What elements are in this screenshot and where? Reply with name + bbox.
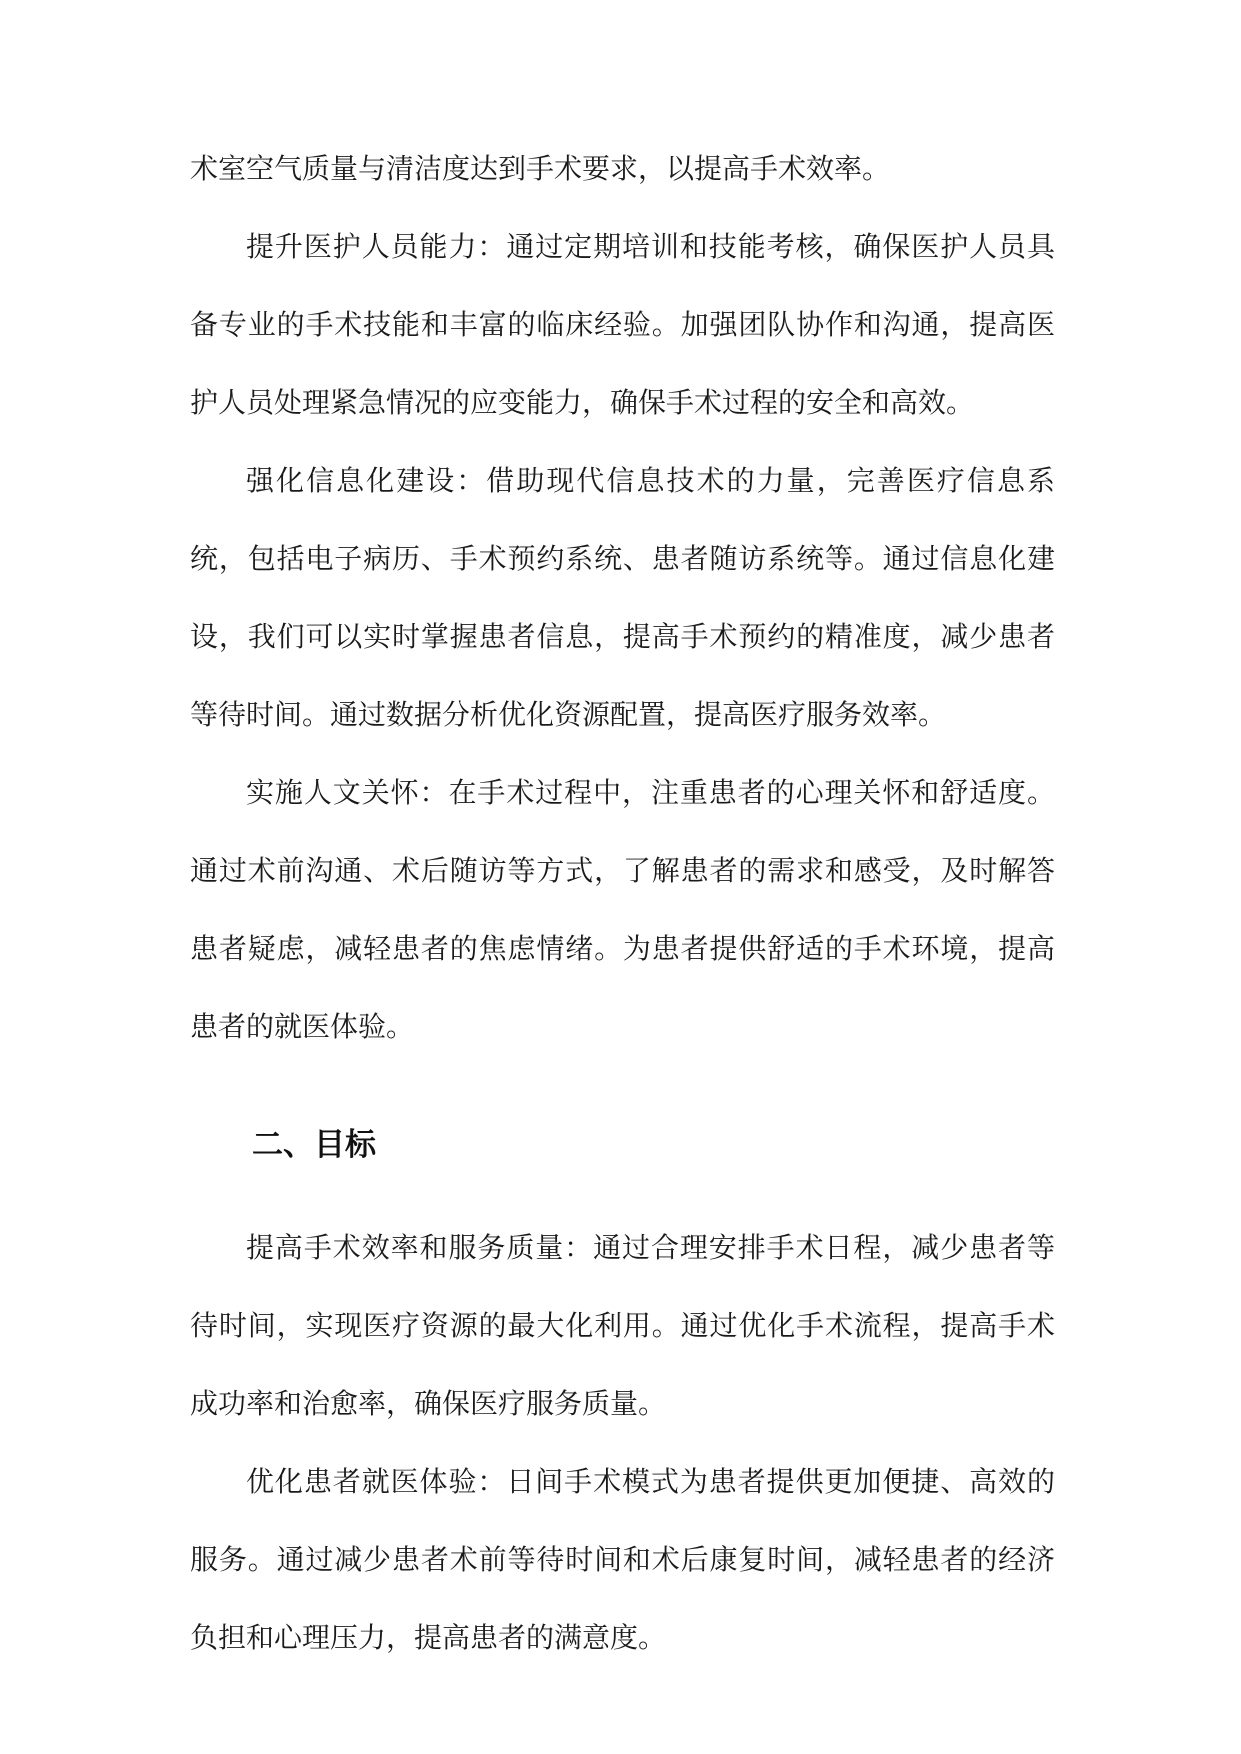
paragraph-efficiency-quality: 提高手术效率和服务质量：通过合理安排手术日程，减少患者等待时间，实现医疗资源的最大化利用。通过优化手术流程，提高手术成功率和治愈率，确保医疗服务质量。 (190, 1231, 1055, 1420)
paragraph-medical-staff: 提升医护人员能力：通过定期培训和技能考核，确保医护人员具备专业的手术技能和丰富的临床经验。加强团队协作和沟通，提高医护人员处理紧急情况的应变能力，确保手术过程的安全和高效。 (190, 230, 1055, 419)
paragraph-informatization: 强化信息化建设：借助现代信息技术的力量，完善医疗信息系统，包括电子病历、手术预约系统、患者随访系统等。通过信息化建设，我们可以实时掌握患者信息，提高手术预约的精准度，减少患者等待时间。通过数据分析优化资源配置，提高医疗服务效率。 (190, 464, 1055, 731)
paragraph-humanistic-care: 实施人文关怀：在手术过程中，注重患者的心理关怀和舒适度。通过术前沟通、术后随访等方式，了解患者的需求和感受，及时解答患者疑虑，减轻患者的焦虑情绪。为患者提供舒适的手术环境，提高患者的就医体验。 (190, 776, 1055, 1043)
section-heading-goals: 二、目标 (252, 1127, 376, 1163)
document-body (190, 130, 1055, 1677)
continuation-paragraph: 术室空气质量与清洁度达到手术要求，以提高手术效率。 (190, 152, 891, 185)
paragraph-patient-experience: 优化患者就医体验：日间手术模式为患者提供更加便捷、高效的服务。通过减少患者术前等待时间和术后康复时间，减轻患者的经济负担和心理压力，提高患者的满意度。 (190, 1465, 1055, 1654)
